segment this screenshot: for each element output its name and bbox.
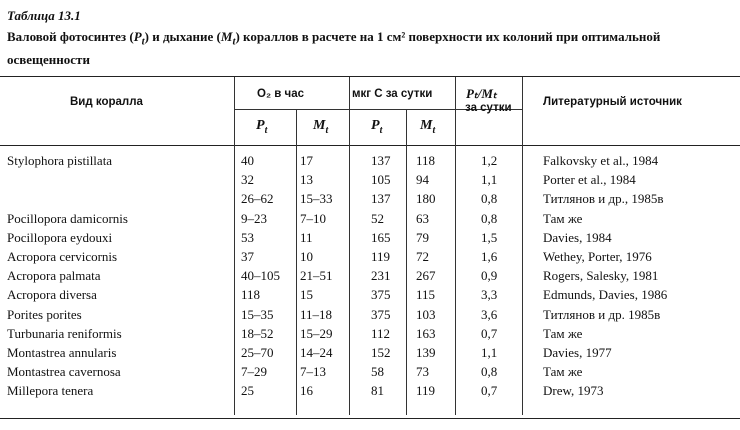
table-row — [0, 153, 740, 170]
species-cell: Acropora cervicornis — [7, 249, 118, 264]
header-source: Литературный источник — [543, 96, 682, 108]
mt-symbol: $M_t$ — [220, 29, 236, 48]
species-cell: Acropora palmata — [7, 268, 101, 284]
pt-symbol: $P_t$ — [133, 29, 145, 48]
carbon-pt-cell: 58 — [371, 364, 384, 380]
o2-mt-cell: 16 — [300, 383, 313, 399]
header-mt-carbon: $M_t$ — [420, 118, 436, 136]
o2-pt-cell: 9–23 — [241, 210, 267, 226]
source-cell: Титлянов и др., 1985в — [543, 191, 664, 207]
ratio-cell: 0,8 — [481, 191, 498, 207]
table-top-rule — [0, 76, 740, 77]
header-bottom-rule — [0, 145, 740, 146]
ratio-cell: 0,8 — [481, 210, 498, 226]
carbon-mt-cell: 163 — [416, 325, 436, 341]
o2-mt-cell: 7–13 — [300, 364, 326, 380]
o2-pt-cell: 40–105 — [241, 268, 280, 284]
o2-pt-cell: 32 — [241, 172, 254, 188]
table-row — [0, 172, 740, 189]
o2-mt-cell: 7–10 — [300, 210, 326, 226]
o2-mt-cell: 13 — [300, 172, 313, 188]
species-cell: Porites porites — [7, 306, 82, 322]
table-row — [0, 191, 740, 208]
carbon-pt-cell: 152 — [371, 345, 391, 360]
ratio-cell: 1,1 — [481, 172, 498, 188]
source-cell: Davies, 1977 — [543, 345, 612, 360]
header-ratio: Pₜ/Mₜ — [466, 86, 497, 101]
carbon-mt-cell: 63 — [416, 210, 429, 226]
carbon-pt-cell: 52 — [371, 210, 384, 226]
carbon-pt-cell: 375 — [371, 287, 391, 303]
ratio-cell: 3,3 — [481, 287, 498, 303]
source-cell: Falkovsky et al., 1984 — [543, 153, 659, 168]
table-row — [0, 326, 740, 343]
o2-mt-cell: 11–18 — [300, 306, 333, 322]
ratio-cell: 3,6 — [481, 306, 498, 322]
species-cell: Pocillopora eydouxi — [7, 229, 113, 245]
source-cell: Там же — [543, 210, 583, 226]
header-mt-o2: $M_t$ — [313, 118, 329, 136]
source-cell: Davies, 1984 — [543, 229, 612, 245]
table-row — [0, 287, 740, 304]
carbon-pt-cell: 231 — [371, 268, 391, 284]
table-row — [0, 364, 740, 381]
source-cell: Титлянов и др. 1985в — [543, 306, 661, 322]
carbon-pt-cell: 137 — [371, 153, 391, 168]
ratio-cell: 1,1 — [481, 345, 498, 360]
source-cell: Rogers, Salesky, 1981 — [543, 268, 659, 284]
ratio-cell: 1,6 — [481, 249, 498, 264]
o2-mt-cell: 15 — [300, 287, 313, 303]
species-cell: Millepora tenera — [7, 383, 94, 399]
table-row — [0, 211, 740, 228]
carbon-pt-cell: 81 — [371, 383, 384, 399]
header-o2: O₂ в час — [257, 88, 304, 100]
header-ratio-period: за сутки — [465, 102, 512, 114]
header-pt-o2: $P_t$ — [256, 118, 268, 136]
table-row — [0, 268, 740, 285]
o2-pt-cell: 118 — [241, 287, 261, 303]
o2-pt-cell: 53 — [241, 229, 254, 245]
header-species: Вид коралла — [70, 96, 143, 108]
table-row — [0, 230, 740, 247]
table-row — [0, 345, 740, 362]
carbon-mt-cell: 115 — [416, 287, 436, 303]
ratio-cell: 0,9 — [481, 268, 498, 284]
o2-pt-cell: 15–35 — [241, 306, 274, 322]
carbon-mt-cell: 79 — [416, 229, 429, 245]
o2-pt-cell: 40 — [241, 153, 254, 168]
o2-mt-cell: 15–29 — [300, 325, 333, 341]
carbon-mt-cell: 72 — [416, 249, 429, 264]
carbon-pt-cell: 375 — [371, 306, 391, 322]
ratio-cell: 1,5 — [481, 229, 498, 245]
ratio-cell: 0,7 — [481, 325, 498, 341]
carbon-pt-cell: 137 — [371, 191, 391, 207]
table-row — [0, 249, 740, 266]
o2-mt-cell: 10 — [300, 249, 313, 264]
carbon-pt-cell: 112 — [371, 325, 391, 341]
carbon-mt-cell: 73 — [416, 364, 429, 380]
carbon-mt-cell: 180 — [416, 191, 436, 207]
species-cell: Stylophora pistillata — [7, 153, 113, 168]
table-row — [0, 383, 740, 400]
carbon-mt-cell: 94 — [416, 172, 429, 188]
table-caption: Валовой фотосинтез $(P_t)$ и дыхание $(M_t)$ кораллов в расчете на 1 см² поверхности их колоний при оптимальной освещенности — [7, 29, 661, 67]
species-cell: Acropora diversa — [7, 287, 97, 303]
carbon-pt-cell: 165 — [371, 229, 391, 245]
o2-mt-cell: 17 — [300, 153, 313, 168]
carbon-mt-cell: 267 — [416, 268, 436, 284]
o2-pt-cell: 26–62 — [241, 191, 274, 207]
o2-mt-cell: 14–24 — [300, 345, 333, 360]
carbon-pt-cell: 105 — [371, 172, 391, 188]
source-cell: Там же — [543, 364, 583, 380]
species-cell: Pocillopora damicornis — [7, 210, 128, 226]
table-row — [0, 307, 740, 324]
carbon-mt-cell: 103 — [416, 306, 436, 322]
o2-mt-cell: 21–51 — [300, 268, 333, 284]
source-cell: Wethey, Porter, 1976 — [543, 249, 652, 264]
o2-pt-cell: 25 — [241, 383, 254, 399]
ratio-cell: 0,7 — [481, 383, 498, 399]
carbon-pt-cell: 119 — [371, 249, 391, 264]
carbon-mt-cell: 118 — [416, 153, 436, 168]
carbon-mt-cell: 139 — [416, 345, 436, 360]
species-cell: Turbunaria reniformis — [7, 325, 122, 341]
o2-pt-cell: 25–70 — [241, 345, 274, 360]
species-cell: Montastrea annularis — [7, 345, 117, 360]
ratio-cell: 0,8 — [481, 364, 498, 380]
header-carbon: мкг С за сутки — [352, 88, 433, 100]
species-cell: Montastrea cavernosa — [7, 364, 121, 380]
o2-pt-cell: 18–52 — [241, 325, 274, 341]
header-pt-carbon: $P_t$ — [371, 118, 383, 136]
source-cell: Там же — [543, 325, 583, 341]
o2-mt-cell: 11 — [300, 229, 313, 245]
table-title: Таблица 13.1 — [7, 8, 81, 23]
o2-pt-cell: 7–29 — [241, 364, 267, 380]
source-cell: Porter et al., 1984 — [543, 172, 636, 188]
table-bottom-rule — [0, 418, 740, 419]
o2-pt-cell: 37 — [241, 249, 254, 264]
carbon-mt-cell: 119 — [416, 383, 436, 399]
source-cell: Edmunds, Davies, 1986 — [543, 287, 668, 303]
o2-mt-cell: 15–33 — [300, 191, 333, 207]
source-cell: Drew, 1973 — [543, 383, 604, 399]
ratio-cell: 1,2 — [481, 153, 498, 168]
